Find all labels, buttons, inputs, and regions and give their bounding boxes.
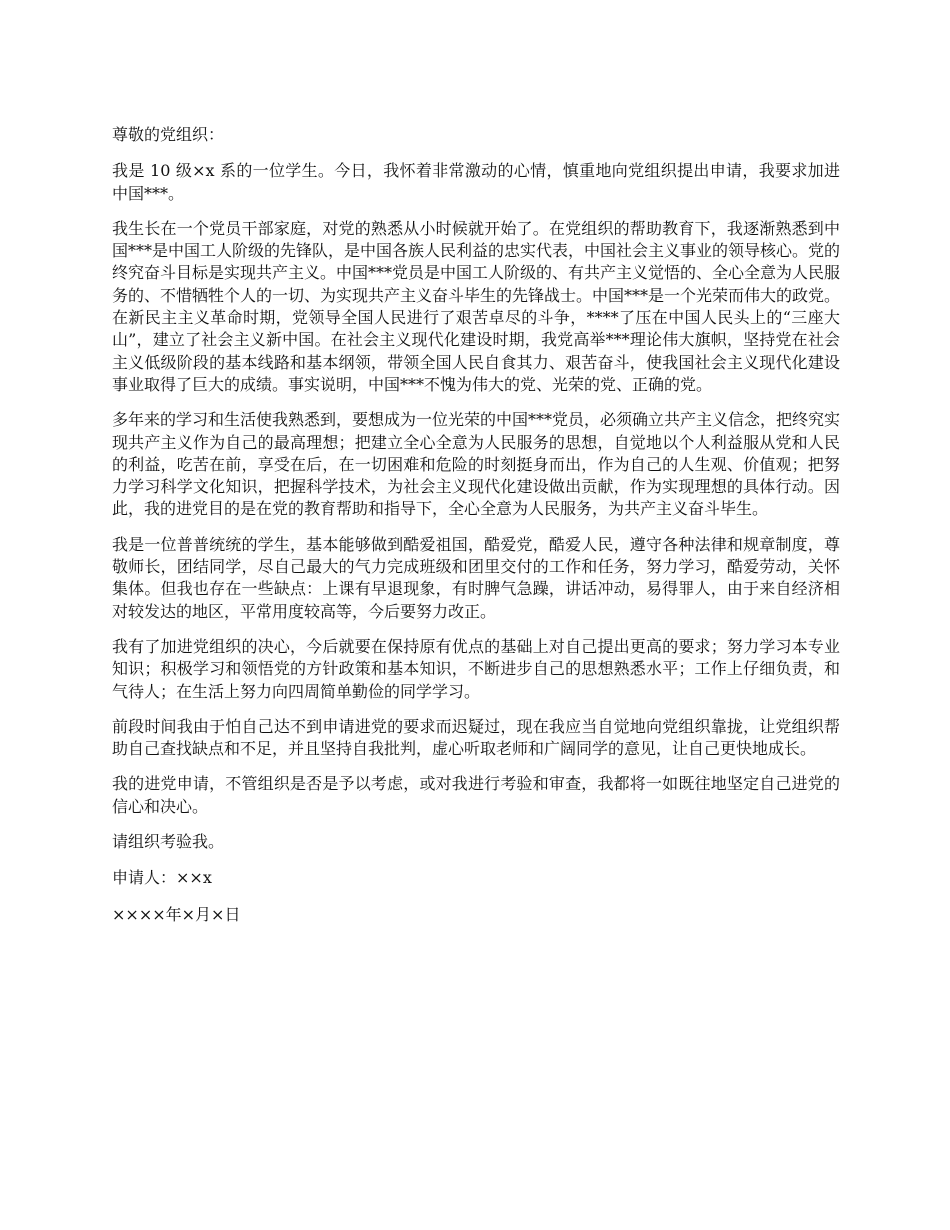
paragraph-future-plans: 我有了加进党组织的决心，今后就要在保持原有优点的基础上对自己提出更高的要求；努力学习本专业知识；积极学习和领悟党的方针政策和基本知识，不断进步自己的思想熟悉水平；工作上仔细负责，和气待人；在生活上努力向四周简单勤俭的同学学习。 [112, 636, 840, 701]
paragraph-intro: 我是 10 级×x 系的一位学生。今日，我怀着非常激动的心情，慎重地向党组织提出申请，我要求加进中国***。 [112, 161, 840, 203]
paragraph-motivation: 多年来的学习和生活使我熟悉到，要想成为一位光荣的中国***党员，必须确立共产主义信念，把终究实现共产主义作为自己的最高理想；把建立全心全意为人民服务的思想，自觉地以个人利益服从党和人民的利益，吃苦在前，享受在后，在一切困难和危险的时刻挺身而出，作为自己的人生观、价值观；把努力学习科学文化知识，把握科学技术，为社会主义现代化建设做出贡献，作为实现理想的具体行动。因此，我的进党目的是在党的教育帮助和指导下，全心全意为人民服务，为共产主义奋斗毕生。 [112, 410, 841, 519]
closing-line: 请组织考验我。 [112, 832, 225, 852]
applicant-signature: 申请人：××x [112, 868, 212, 888]
paragraph-understanding-of-party: 我生长在一个党员干部家庭，对党的熟悉从小时候就开始了。在党组织的帮助教育下，我逐渐熟悉到中国***是中国工人阶级的先锋队，是中国各族人民利益的忠实代表，中国社会主义事业的领导核心。党的终究奋斗目标是实现共产主义。中国***党员是中国工人阶级的、有共产主义觉悟的、全心全意为人民服务的、不惜牺牲个人的一切、为实现共产主义奋斗毕生的先锋战士。中国***是一个光荣而伟大的政党。在新民主主义革命时期，党领导全国人民进行了艰苦卓尽的斗争，****了压在中国人民头上的“三座大山”，建立了社会主义新中国。在社会主义现代化建设时期，我党高举***理论伟大旗帜，坚持党在社会主义低级阶段的基本线路和基本纲领，带领全国人民自食其力、艰苦奋斗，使我国社会主义现代化建设事业取得了巨大的成绩。事实说明，中国***不愧为伟大的党、光荣的党、正确的党。 [112, 218, 841, 394]
paragraph-reflection: 前段时间我由于怕自己达不到申请进党的要求而迟疑过，现在我应当自觉地向党组织靠拢，让党组织帮助自己查找缺点和不足，并且坚持自我批判，虚心听取老师和广阔同学的意见，让自己更快地成长。 [112, 716, 840, 759]
paragraph-commitment: 我的进党申请，不管组织是否是予以考虑，或对我进行考验和审查，我都将一如既往地坚定自己进党的信心和决心。 [112, 774, 840, 816]
application-date: ××××年×月×日 [112, 904, 241, 924]
application-letter [112, 124, 840, 940]
salutation: 尊敬的党组织： [112, 125, 225, 144]
paragraph-self-assessment: 我是一位普普统统的学生，基本能够做到酷爱祖国，酷爱党，酷爱人民，遵守各种法律和规章制度，尊敬师长，团结同学，尽自己最大的气力完成班级和团里交付的工作和任务，努力学习，酷爱劳动，关怀集体。但我也存在一些缺点：上课有早退现象，有时脾气急躁，讲话冲动，易得罪人，由于来自经济相对较发达的地区，平常用度较高等，今后要努力改正。 [112, 534, 840, 621]
